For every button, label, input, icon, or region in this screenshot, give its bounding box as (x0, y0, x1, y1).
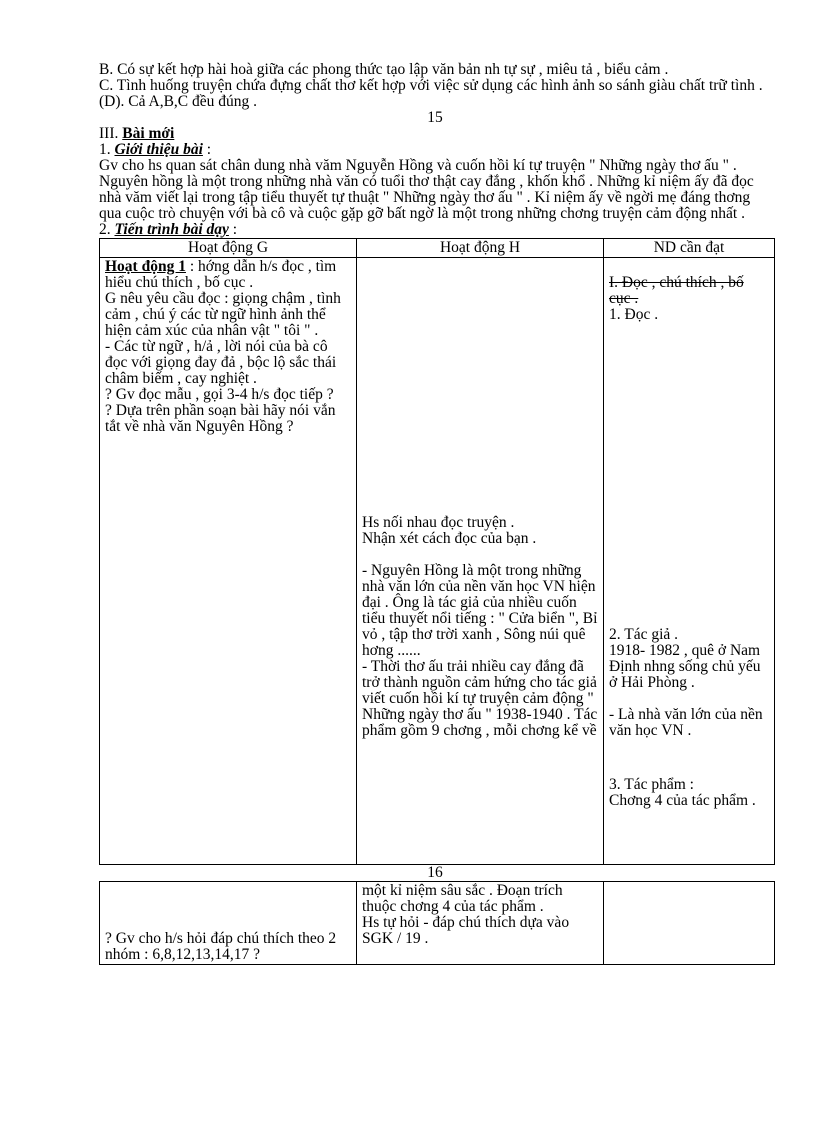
answer-option-c: C. Tình huống truyện chứa đựng chất thơ kết hợp với việc sử dụng các hình ảnh so sánh giàu chất trữ tình . (99, 77, 763, 94)
student-activity-cell (357, 882, 604, 965)
subsection-number: 2. (99, 221, 115, 238)
lesson-table (99, 238, 775, 865)
header-teacher: Hoạt động G (100, 239, 357, 258)
content-line: 2. Tác giả . (609, 626, 679, 643)
teacher-line: ? Gv cho h/s hỏi đáp chú thích theo 2 nhóm : 6,8,12,13,14,17 ? (105, 930, 337, 963)
subsection-title: Tiến trình bài dạy (114, 221, 229, 238)
content-heading: I. Đọc , chú thích , bố cục . (609, 274, 744, 307)
content-line: 3. Tác phẩm : (609, 776, 694, 793)
section-heading (99, 126, 771, 142)
section-number: III. (99, 125, 123, 142)
teacher-line: ? Gv đọc mẫu , gọi 3-4 h/s đọc tiếp ? (105, 386, 334, 403)
intro-paragraph: Gv cho hs quan sát chân dung nhà văm Nguyễn Hồng và cuốn hồi kí tự truyện " Những ngày thơ ấu " . Nguyên hồng là một trong những nhà văn có tuổi thơ thật cay đắng , khốn khổ . Những kỉ niệm ấy đã đọc nhà văm viết lại trong tập tiểu thuyết tự thuật " Những ngày thơ ấu " . Kỉ niệm ấy về ngời mẹ đáng thơng qua cuộc trò chuyện với bà cô và cuộc gặp gỡ bất ngờ là một trong những chơng truyện cảm động nhất . (99, 157, 754, 222)
subsection-suffix: : (202, 141, 212, 158)
content-line: 1. Đọc . (609, 306, 659, 323)
page-number: 16 (427, 864, 443, 881)
document-page (99, 62, 771, 965)
student-line: Nhận xét cách đọc của bạn . (362, 530, 537, 547)
answer-option-b: B. Có sự kết hợp hài hoà giữa các phong thức tạo lập văn bản nh tự sự , miêu tả , biểu cảm . (99, 61, 669, 78)
subsection-heading (99, 142, 771, 158)
subsection-number: 1. (99, 141, 115, 158)
teacher-activity-cell (100, 258, 357, 865)
content-cell (604, 882, 775, 965)
table-row (100, 258, 775, 865)
teacher-line: ? Dựa trên phần soạn bài hãy nói vắn tắt về nhà văn Nguyên Hồng ? (105, 402, 336, 435)
teacher-line: - Các từ ngữ , h/ả , lời nói của bà cô đọc với giọng đay đả , bộc lộ sắc thái châm biếm , cay nghiệt . (105, 338, 337, 387)
header-content: ND cần đạt (604, 239, 775, 258)
student-line: Hs nối nhau đọc truyện . (362, 514, 515, 531)
student-line: - Thời thơ ấu trải nhiều cay đắng đã trở thành nguồn cảm hứng cho tác giả viết cuốn hồi kí tự truyện cảm động " Những ngày thơ ấu " 1938-1940 . Tác phẩm gồm 9 chơng , mỗi chơng kể về (362, 658, 598, 739)
header-student: Hoạt động H (357, 239, 604, 258)
table-row (100, 882, 775, 965)
section-title: Bài mới (122, 125, 175, 142)
subsection-heading (99, 222, 771, 238)
student-activity-cell (357, 258, 604, 865)
content-line: 1918- 1982 , quê ở Nam Định nhng sống chủ yếu ở Hải Phòng . (609, 642, 761, 691)
teacher-line: G nêu yêu cầu đọc : giọng chậm , tình cảm , chú ý các từ ngữ hình ảnh thể hiện cảm xúc của nhân vật " tôi " . (105, 290, 341, 339)
activity-heading (105, 259, 351, 291)
activity-title: Hoạt động 1 (105, 258, 186, 275)
subsection-suffix: : (228, 221, 238, 238)
subsection-title: Giới thiệu bài (114, 141, 203, 158)
lesson-table-continued (99, 881, 775, 965)
table-header-row (100, 239, 775, 258)
content-cell (604, 258, 775, 865)
activity-description: : hớng dẫn h/s đọc , tìm hiểu chú thích , bố cục . (105, 258, 337, 291)
page-number: 15 (427, 109, 443, 126)
content-line: Chơng 4 của tác phẩm . (609, 792, 756, 809)
student-line: một kỉ niệm sâu sắc . Đoạn trích thuộc chơng 4 của tác phẩm . (362, 882, 563, 915)
student-line: Hs tự hỏi - đáp chú thích dựa vào SGK / 19 . (362, 914, 570, 947)
answer-option-d: (D). Cả A,B,C đều đúng . (99, 93, 258, 110)
teacher-activity-cell (100, 882, 357, 965)
student-line: - Nguyên Hồng là một trong những nhà văn lớn của nền văn học VN hiện đại . Ông là tác giả của nhiều cuốn tiểu thuyết nổi tiếng : " Cửa biển ", Bỉ vỏ , tập thơ trời xanh , Sông núi quê hơng ...... (362, 562, 598, 659)
content-line: - Là nhà văn lớn của nền văn học VN . (609, 706, 763, 739)
